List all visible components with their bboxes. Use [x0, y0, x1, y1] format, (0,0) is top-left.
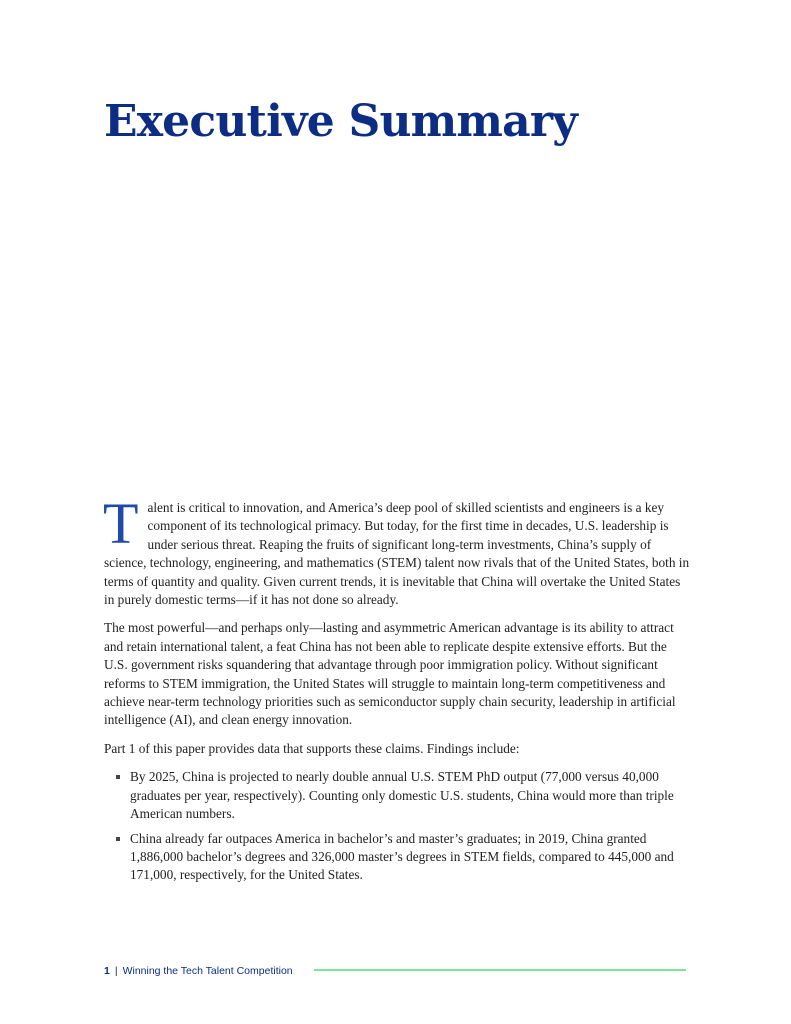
body-text — [103, 491, 692, 891]
footer-title: Winning the Tech Talent Competition — [122, 965, 293, 977]
finding-item: By 2025, China is projected to nearly double annual U.S. STEM PhD output (77,000 versus 40,000 graduates per year, respectively). Counting only domestic U.S. students, China would more than triple American numbers. — [130, 768, 692, 823]
findings-list — [104, 768, 692, 884]
drop-cap: T — [103, 491, 139, 556]
footer-separator: | — [114, 965, 118, 977]
finding-item: China already far outpaces America in bachelor’s and master’s graduates; in 2019, China granted 1,886,000 bachelor’s degrees and 326,000 master’s degrees in STEM fields, compared to 445,000 and 171,000, respectively, for the United States. — [130, 830, 692, 885]
page-number: 1 — [104, 965, 110, 977]
intro-text: alent is critical to innovation, and America’s deep pool of skilled scientists and engineers is a key component of its technological primacy. But today, for the first time in decades, U.S. leadership is under serious threat. Reaping the fruits of significant long-term investments, China’s supply of science, technology, engineering, and mathematics (STEM) talent now rivals that of the United States, both in terms of quantity and quality. Given current trends, it is inevitable that China will overtake the United States in purely domestic terms—if it has not done so already. — [104, 500, 690, 608]
page-footer — [104, 963, 293, 979]
page-title: Executive Summary — [104, 96, 577, 147]
paragraph-3: Part 1 of this paper provides data that supports these claims. Findings include: — [104, 740, 520, 756]
footer-rule — [314, 969, 686, 971]
intro-paragraph — [103, 491, 692, 609]
paragraph-2: The most powerful—and perhaps only—lasting and asymmetric American advantage is its ability to attract and retain international talent, a feat China has not been able to replicate despite extensive efforts. But the U.S. government risks squandering that advantage through poor immigration policy. Without significant reforms to STEM immigration, the United States will struggle to maintain long-term competitiveness and achieve near-term technology priorities such as semiconductor supply chain security, leadership in artificial intelligence (AI), and clean energy innovation. — [104, 620, 676, 728]
